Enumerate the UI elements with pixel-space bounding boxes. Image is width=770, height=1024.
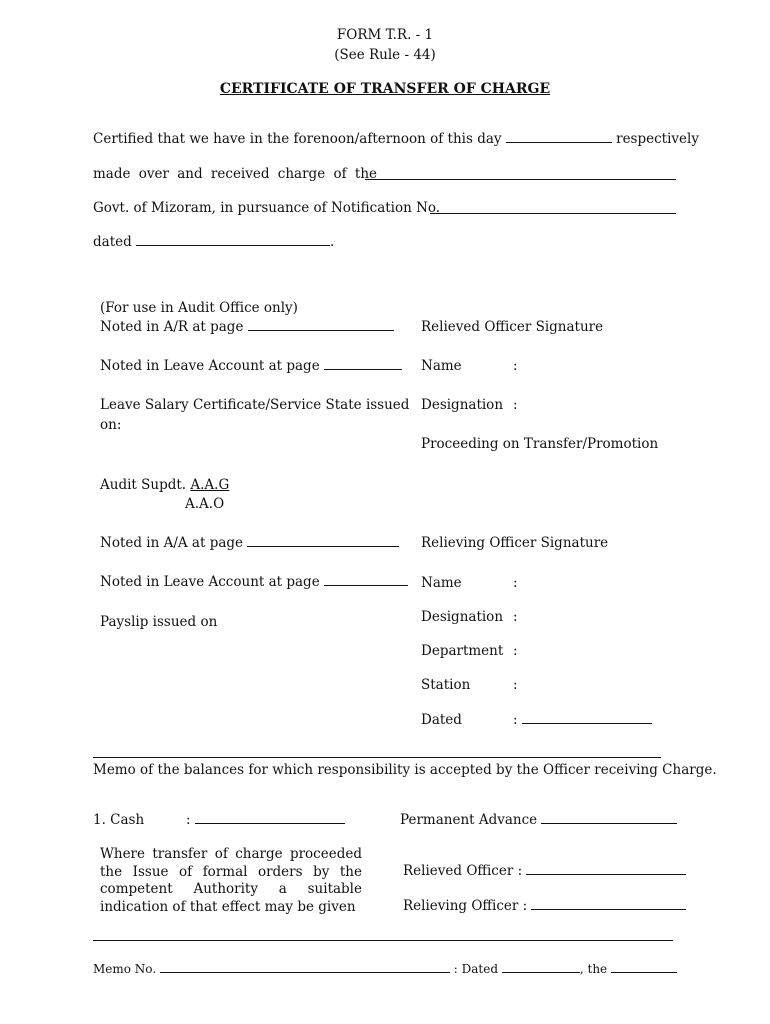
relieving-officer-signature: Relieving Officer Signature	[421, 535, 609, 551]
notification-blank[interactable]	[430, 200, 676, 214]
certificate-text: made over and received charge of the	[93, 166, 378, 182]
certificate-text: respectively	[616, 131, 699, 147]
noted-leave-label: Noted in Leave Account at page	[100, 358, 320, 374]
dated-blank-right[interactable]	[522, 712, 652, 724]
certificate-line-2	[93, 166, 377, 182]
cash-blank[interactable]	[195, 812, 345, 824]
memo-no-row	[93, 961, 677, 976]
rule-reference: (See Rule - 44)	[334, 47, 436, 63]
memo-dated-label: : Dated	[453, 962, 499, 976]
form-number: FORM T.R. - 1	[336, 27, 434, 43]
relieving-officer	[403, 898, 686, 914]
divider-line-2	[93, 940, 673, 941]
transfer-note: Where transfer of charge proceeded the Issue of formal orders by the competent Authority a suitable indication of that effect may be given	[100, 846, 362, 915]
cash-label: 1. Cash	[93, 812, 145, 828]
audit-office-note: (For use in Audit Office only)	[100, 300, 298, 316]
aag-label: A.A.G	[190, 477, 230, 493]
designation-colon-2: :	[513, 609, 518, 625]
proceeding-label: Proceeding on Transfer/Promotion	[421, 436, 659, 452]
noted-leave-1	[100, 358, 402, 374]
payslip-issued: Payslip issued on	[100, 614, 218, 630]
name-label: Name	[421, 358, 462, 374]
designation-label-2: Designation	[421, 609, 504, 625]
name-label-2: Name	[421, 575, 462, 591]
name-colon-2: :	[513, 575, 518, 591]
name-colon: :	[513, 358, 518, 374]
period: .	[330, 234, 335, 250]
certificate-line-1	[93, 131, 699, 147]
certificate-text: Certified that we have in the forenoon/afternoon of this day	[93, 131, 502, 147]
cash-colon: :	[186, 812, 191, 828]
dated-label: Dated	[421, 712, 462, 728]
memo-balances: Memo of the balances for which responsibility is accepted by the Officer receiving Charge.	[93, 762, 717, 778]
noted-leave-2	[100, 574, 408, 590]
certificate-text: dated	[93, 234, 132, 250]
noted-leave-label: Noted in Leave Account at page	[100, 574, 320, 590]
charge-blank[interactable]	[365, 166, 676, 180]
relieving-officer-label: Relieving Officer :	[403, 898, 528, 914]
dated-blank[interactable]	[136, 234, 330, 246]
memo-the-label: , the	[579, 962, 608, 976]
leave-salary-on: on:	[100, 417, 122, 433]
memo-the-blank[interactable]	[611, 961, 677, 973]
noted-ar-label: Noted in A/R at page	[100, 319, 244, 335]
ar-page-blank[interactable]	[248, 319, 394, 331]
permanent-advance	[400, 812, 677, 828]
audit-supdt	[100, 477, 229, 493]
permanent-advance-label: Permanent Advance	[400, 812, 538, 828]
designation-label: Designation	[421, 397, 504, 413]
relieving-officer-blank[interactable]	[531, 898, 686, 910]
noted-ar	[100, 319, 394, 335]
noted-aa-label: Noted in A/A at page	[100, 535, 244, 551]
station-label: Station	[421, 677, 471, 693]
memo-no-blank[interactable]	[160, 961, 450, 973]
department-label: Department	[421, 643, 504, 659]
leave-salary-certificate: Leave Salary Certificate/Service State issued	[100, 397, 410, 413]
page-title: CERTIFICATE OF TRANSFER OF CHARGE	[219, 81, 551, 97]
relieved-officer-label: Relieved Officer :	[403, 863, 523, 879]
memo-no-label: Memo No.	[93, 962, 157, 976]
audit-supdt-label: Audit Supdt.	[100, 477, 187, 493]
aao-label: A.A.O	[185, 496, 225, 512]
noted-aa	[100, 535, 399, 551]
leave-page-blank-2[interactable]	[324, 574, 408, 586]
dated-field	[513, 712, 652, 728]
relieved-officer-signature: Relieved Officer Signature	[421, 319, 604, 335]
designation-colon: :	[513, 397, 518, 413]
divider-line	[93, 757, 661, 758]
certificate-line-3	[93, 200, 440, 216]
aa-page-blank[interactable]	[247, 535, 399, 547]
permanent-advance-blank[interactable]	[541, 812, 677, 824]
relieved-officer-blank[interactable]	[526, 863, 686, 875]
leave-page-blank[interactable]	[324, 358, 402, 370]
relieved-officer	[403, 863, 686, 879]
date-blank[interactable]	[506, 131, 612, 143]
dated-colon: :	[513, 712, 518, 728]
certificate-line-4	[93, 234, 334, 250]
memo-dated-blank[interactable]	[502, 961, 580, 973]
department-colon: :	[513, 643, 518, 659]
station-colon: :	[513, 677, 518, 693]
cash-field	[186, 812, 345, 828]
certificate-text: Govt. of Mizoram, in pursuance of Notification No.	[93, 200, 441, 216]
